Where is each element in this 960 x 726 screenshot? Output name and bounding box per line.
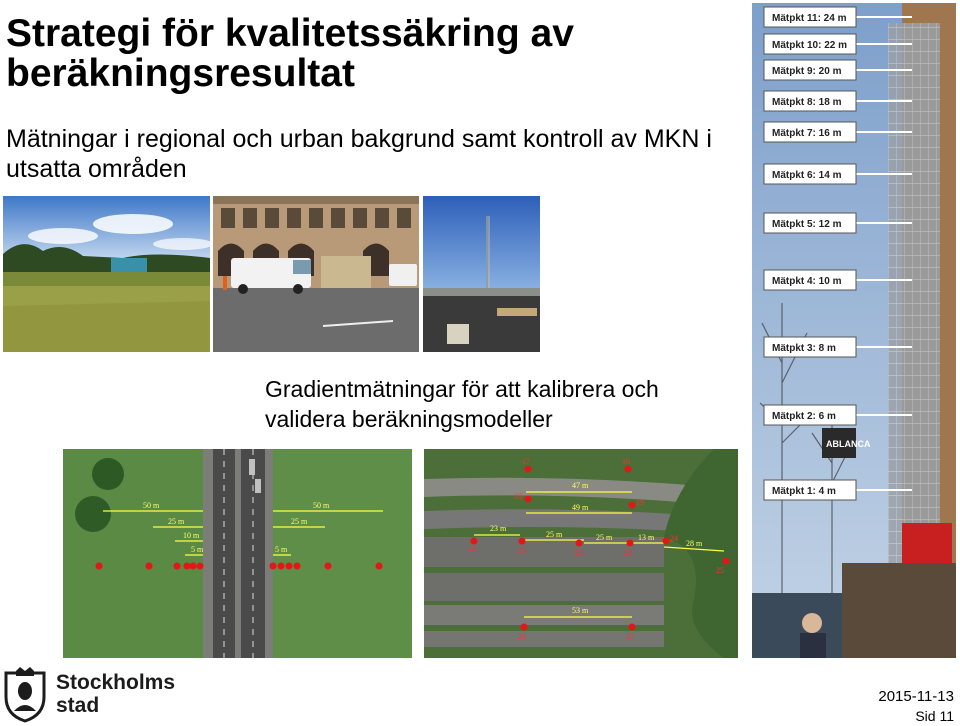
slide-title: Strategi för kvalitetssäkring av beräkningsresultat	[6, 12, 574, 95]
point-number: 21	[518, 546, 526, 555]
svg-text:Mätpkt 4: 10 m: Mätpkt 4: 10 m	[772, 276, 842, 287]
svg-text:Mätpkt 3: 8 m: Mätpkt 3: 8 m	[772, 343, 836, 354]
point-number: 26	[518, 632, 526, 641]
svg-text:Mätpkt 8: 18 m: Mätpkt 8: 18 m	[772, 97, 842, 108]
point-number: 17	[522, 457, 530, 466]
svg-text:Mätpkt 7: 16 m: Mätpkt 7: 16 m	[772, 128, 842, 139]
distance-label: 23 m	[490, 524, 507, 533]
point-number: 25	[716, 566, 724, 575]
distance-label: 25 m	[168, 517, 185, 526]
logo-line-2: stad	[56, 694, 100, 717]
point-number: 18	[514, 492, 522, 501]
distance-label: 47 m	[572, 481, 589, 490]
distance-label: 49 m	[572, 503, 589, 512]
point-number: 24	[670, 534, 678, 543]
svg-text:Mätpkt 5: 12 m: Mätpkt 5: 12 m	[772, 219, 842, 230]
aerial-road-gradient	[63, 449, 412, 658]
point-number: 20	[468, 544, 476, 553]
distance-label: 25 m	[546, 530, 563, 539]
distance-label: 25 m	[596, 533, 613, 542]
slide-page-number: Sid 11	[915, 708, 954, 724]
aerial-highway-gradient	[424, 449, 738, 658]
point-number: 23	[624, 548, 632, 557]
point-number: 27	[626, 632, 634, 641]
distance-label: 5 m	[191, 545, 204, 554]
distance-label: 50 m	[313, 501, 330, 510]
point-number: 19	[636, 498, 644, 507]
photo-urban-street	[213, 196, 419, 352]
distance-label: 5 m	[275, 545, 288, 554]
svg-text:Mätpkt 6: 14 m: Mätpkt 6: 14 m	[772, 170, 842, 181]
svg-text:Mätpkt 2: 6 m: Mätpkt 2: 6 m	[772, 411, 836, 422]
photo-measurement-tower	[752, 3, 956, 658]
logo-line-1: Stockholms	[56, 671, 176, 694]
distance-label: 13 m	[638, 533, 655, 542]
gradient-caption: Gradientmätningar för att kalibrera och validera beräkningsmodeller	[265, 376, 659, 432]
point-number: 22	[574, 548, 582, 557]
sign-text: ABLANCA	[826, 439, 871, 449]
slide-subtitle: Mätningar i regional och urban bakgrund samt kontroll av MKN i utsatta områden	[6, 125, 712, 183]
distance-label: 50 m	[143, 501, 160, 510]
photo-rooftop-mast	[423, 196, 540, 352]
slide-date: 2015-11-13	[878, 688, 954, 705]
distance-label: 28 m	[686, 539, 703, 548]
distance-label: 53 m	[572, 606, 589, 615]
svg-text:Mätpkt 9: 20 m: Mätpkt 9: 20 m	[772, 66, 842, 77]
point-number: 16	[622, 457, 630, 466]
svg-text:Mätpkt 11: 24 m: Mätpkt 11: 24 m	[772, 13, 847, 24]
photo-regional-background	[3, 196, 210, 352]
svg-text:Mätpkt 1: 4 m: Mätpkt 1: 4 m	[772, 486, 836, 497]
svg-text:Mätpkt 10: 22 m: Mätpkt 10: 22 m	[772, 40, 848, 51]
stockholms-stad-logo	[2, 667, 202, 723]
distance-label: 25 m	[291, 517, 308, 526]
city-crest-icon	[2, 667, 48, 723]
distance-label: 10 m	[183, 531, 200, 540]
